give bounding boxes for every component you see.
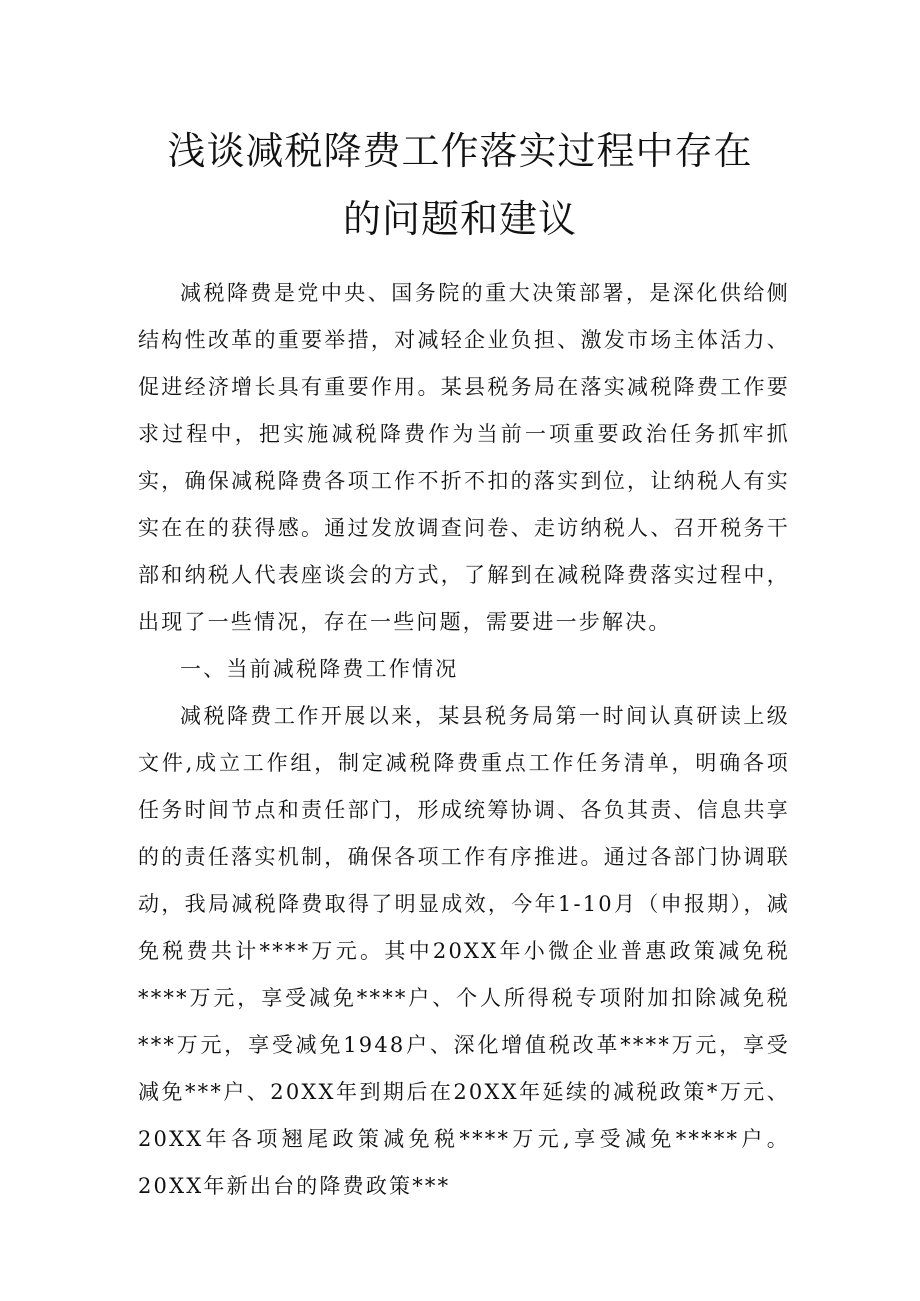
paragraph-current-situation: 减税降费工作开展以来，某县税务局第一时间认真研读上级文件,成立工作组，制定减税降费重点工作任务清单，明确各项任务时间节点和责任部门，形成统筹协调、各负其责、信息共享的的责任落实机制，确保各项工作有序推进。通过各部门协调联动，我局减税降费取得了明显成效，今年1-10月（申报期），减免税费共计****万元。其中20XX年小微企业普惠政策减免税****万元，享受减免****户、个人所得税专项附加扣除减免税***万元，享受减免1948户、深化增值税改革****万元，享受减免***户、20XX年到期后在20XX年延续的减税政策*万元、20XX年各项翘尾政策减免税****万元,享受减免*****户。20XX年新出台的降费政策*** xyxy=(138,704,790,1198)
paragraph-intro: 减税降费是党中央、国务院的重大决策部署，是深化供给侧结构性改革的重要举措，对减轻企业负担、激发市场主体活力、促进经济增长具有重要作用。某县税务局在落实减税降费工作要求过程中，把实施减税降费作为当前一项重要政治任务抓牢抓实，确保减税降费各项工作不折不扣的落实到位，让纳税人有实实在在的获得感。通过发放调查问卷、走访纳税人、召开税务干部和纳税人代表座谈会的方式，了解到在减税降费落实过程中，出现了一些情况，存在一些问题，需要进一步解决。 xyxy=(138,281,790,634)
document-title-line-1: 浅谈减税降费工作落实过程中存在 xyxy=(167,129,753,173)
section-heading-1: 一、当前减税降费工作情况 xyxy=(180,657,459,681)
document-body xyxy=(138,270,790,1210)
document-title-line-2: 的问题和建议 xyxy=(342,197,577,241)
